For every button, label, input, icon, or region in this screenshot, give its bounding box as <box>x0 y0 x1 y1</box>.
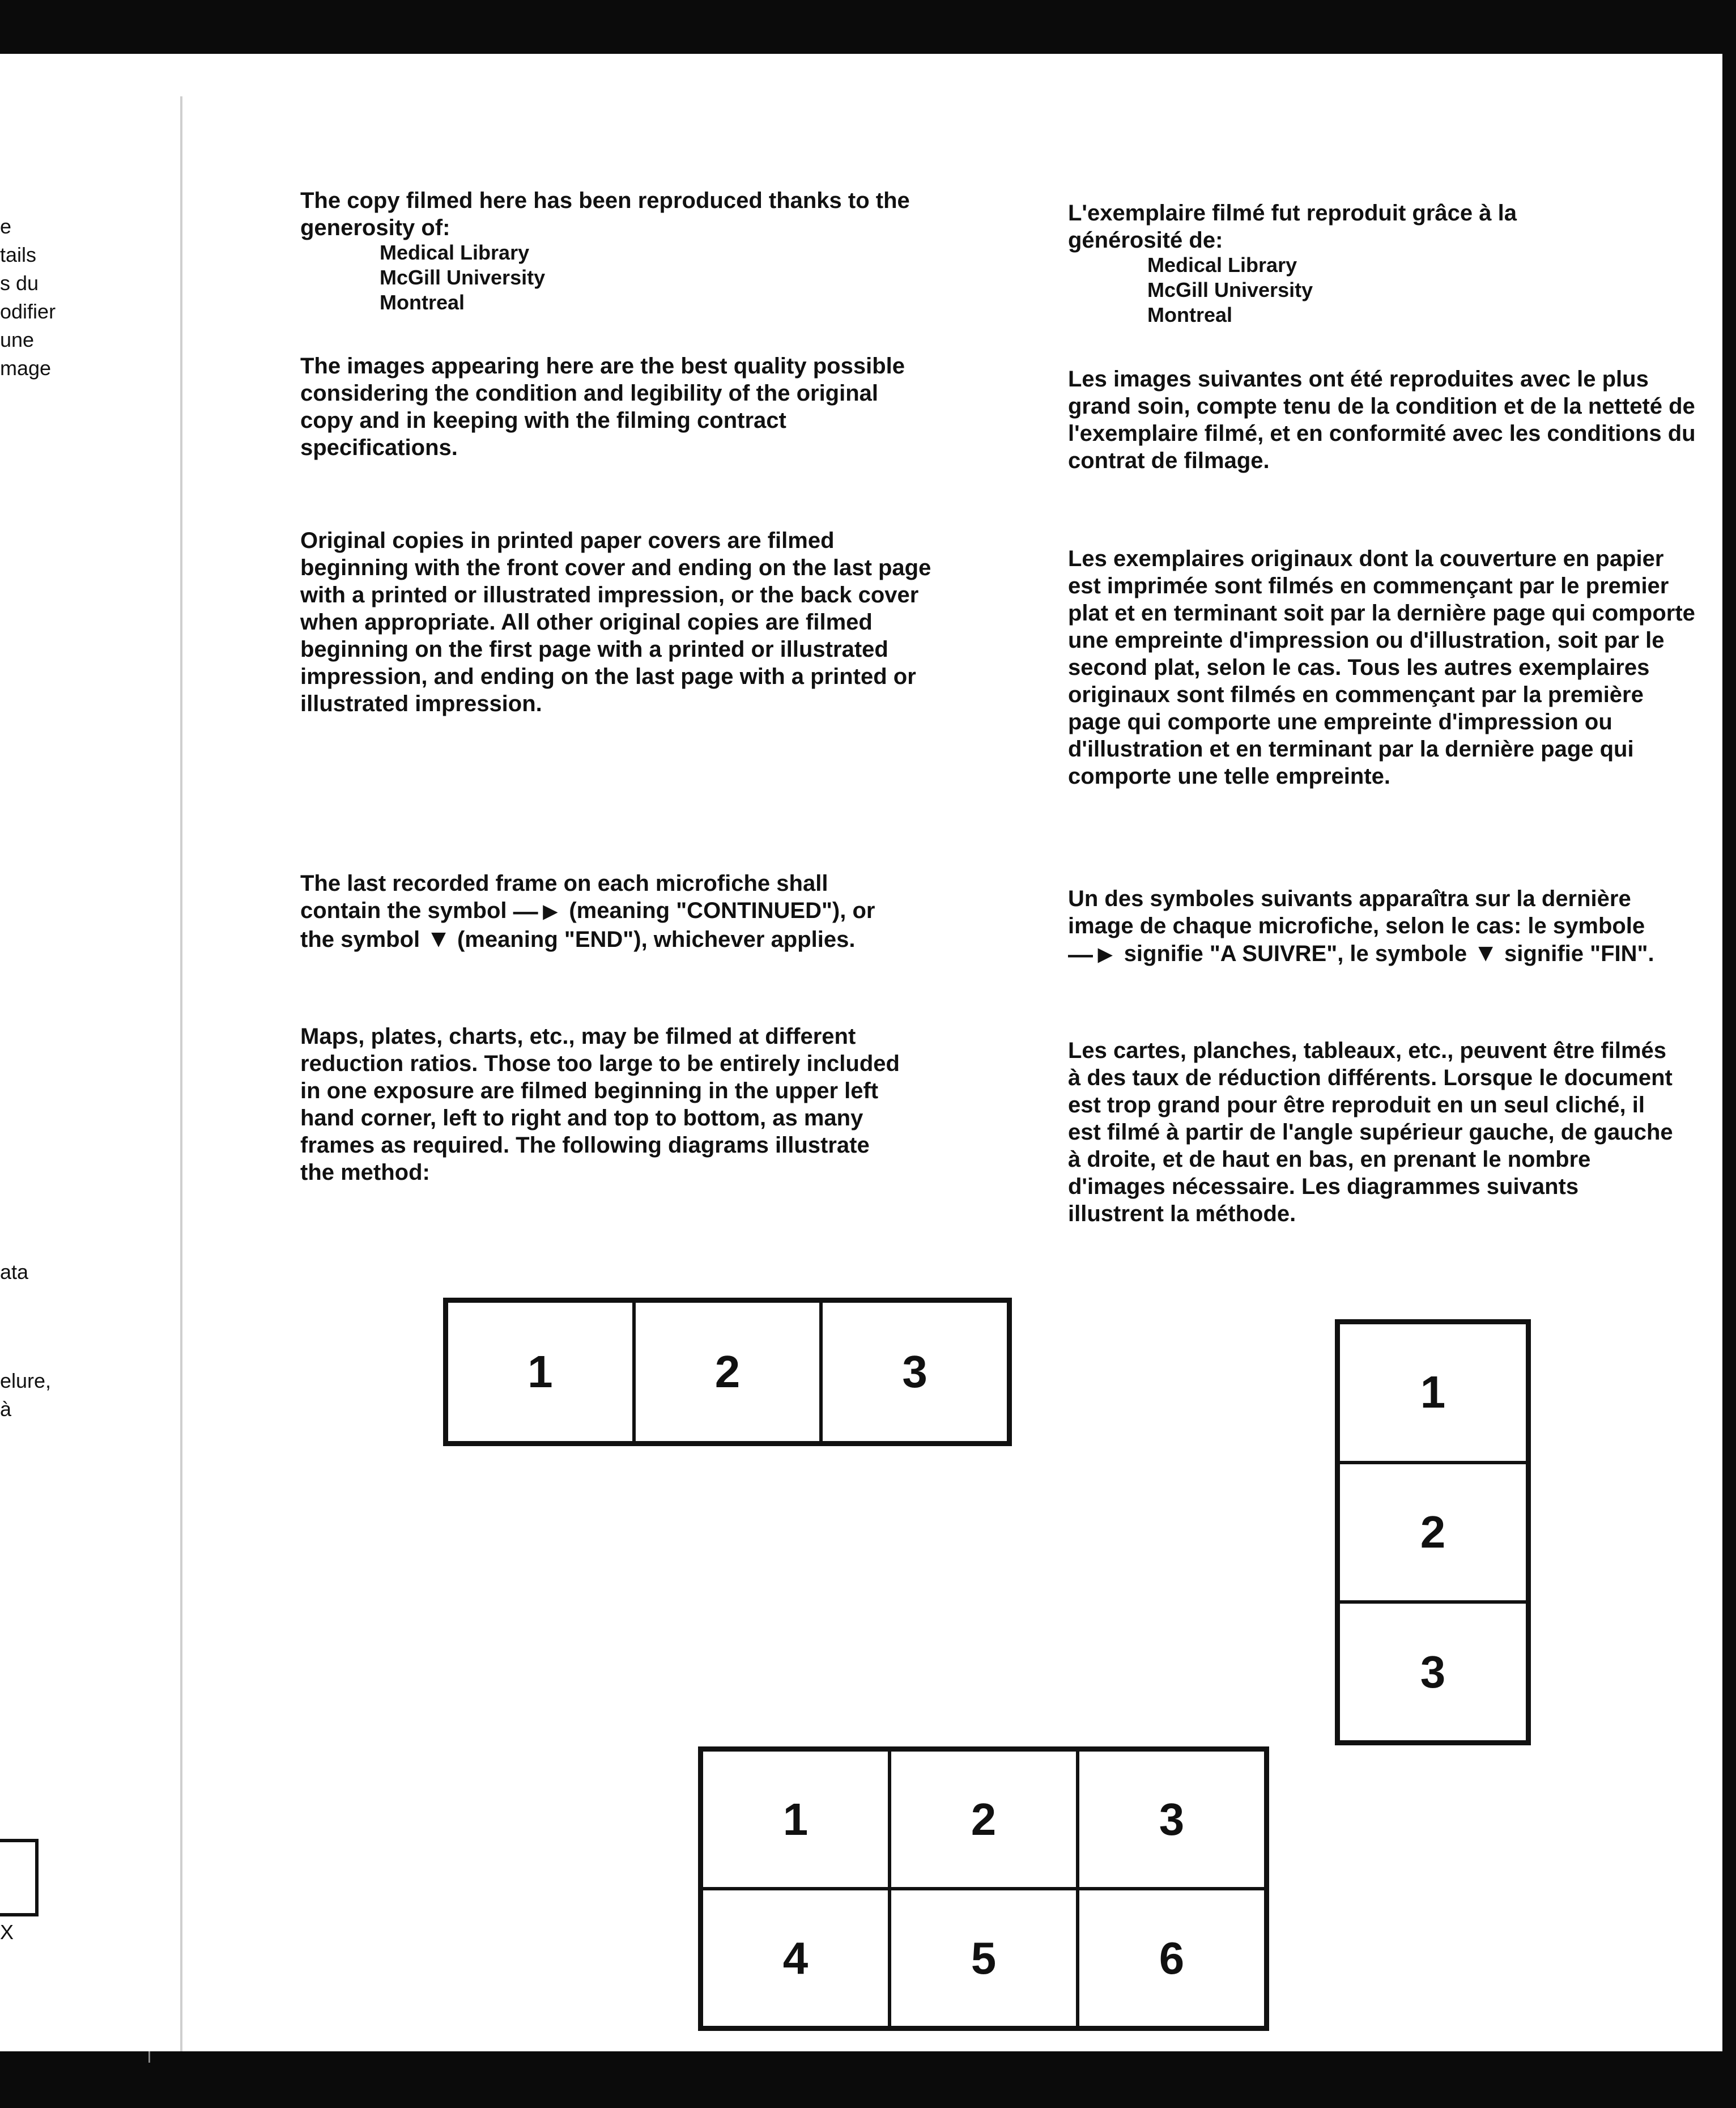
left-fragment: e <box>0 215 12 238</box>
diagram-horizontal <box>443 1298 1012 1446</box>
left-edge-box <box>0 1839 39 1916</box>
fr-original-copies: Les exemplaires originaux dont la couverture en papier est imprimée sont filmés en commençant par le premier plat et en terminant soit par la dernière page qui comporte une empreinte d'impression ou d'illustration, soit par le second plat, selon le cas. Tous les autres exemplaires originaux sont filmés en commençant par la première page qui comporte une empreinte d'impression ou d'illustration et en terminant par la dernière page qui comporte une telle empreinte. <box>1068 546 1695 789</box>
fr-address <box>1068 253 1736 328</box>
diagram-cell: 6 <box>1078 1889 1266 2028</box>
fr-symbols: Un des symboles suivants apparaîtra sur la dernière image de chaque microfiche, selon le cas: le symbole —► signifie "A SUIVRE", le symbole ▼ signifie "FIN". <box>1068 886 1654 969</box>
en-last-frame: The last recorded frame on each microfiche shall contain the symbol —► (meaning "CONTINUED"), or the symbol ▼ (meaning "END"), whichever applies. <box>300 871 875 953</box>
left-edge-fragment-x: X <box>0 1920 14 1944</box>
en-address-line: Medical Library <box>380 241 530 264</box>
arrow-symbol-icon: —► <box>1068 941 1118 969</box>
diagram-cell: 2 <box>890 1750 1078 1889</box>
en-original-copies: Original copies in printed paper covers are filmed beginning with the front cover and ending on the last page with a printed or illustrated impression, or the back cover when appropriate. All other original copies are filmed beginning on the first page with a printed or illustrated impression, and ending on the last page with a printed or illustrated impression. <box>300 528 931 716</box>
en-address <box>300 240 1048 315</box>
en-maps-plates: Maps, plates, charts, etc., may be filmed at different reduction ratios. Those too large to be entirely included in one exposure are filmed beginning in the upper left hand corner, left to right and top to bottom, as many frames as required. The following diagrams illustrate the method: <box>300 1024 900 1185</box>
diagram-cell: 5 <box>890 1889 1078 2028</box>
en-images-quality: The images appearing here are the best quality possible considering the condition and legibility of the original copy and in keeping with the filming contract specifications. <box>300 354 905 460</box>
fr-thanks-intro: L'exemplaire filmé fut reproduit grâce à la générosité de: <box>1068 201 1517 253</box>
left-fragment: une <box>0 328 35 351</box>
diagram-cell: 3 <box>1078 1750 1266 1889</box>
left-fragment: s du <box>0 271 39 295</box>
left-edge-fragments-top <box>0 212 56 382</box>
page-fold-line <box>180 96 182 2051</box>
scan-border-bottom <box>0 2051 1736 2108</box>
diagram-cell: 4 <box>701 1889 890 2028</box>
diagram-cell: 1 <box>701 1750 890 1889</box>
fr-images-quality: Les images suivantes ont été reproduites avec le plus grand soin, compte tenu de la condition et de la netteté de l'exemplaire filmé, et en conformité avec les conditions du contrat de filmage. <box>1068 367 1696 473</box>
left-fragment: tails <box>0 243 37 266</box>
diagram-cell: 2 <box>634 1301 822 1443</box>
edge-mark <box>148 2051 150 2063</box>
left-fragment: mage <box>0 356 52 380</box>
left-fragment: odifier <box>0 300 56 323</box>
triangle-symbol-icon: ▼ <box>426 925 451 953</box>
diagram-cell: 3 <box>1338 1602 1527 1742</box>
en-address-line: Montreal <box>380 291 465 314</box>
fr-maps-plates: Les cartes, planches, tableaux, etc., peuvent être filmés à des taux de réduction différents. Lorsque le document est trop grand pour être reproduit en un seul cliché, il est filmé à partir de l'angle supérieur gauche, de gauche à droite, et de haut en bas, en prenant le nombre d'images nécessaire. Les diagrammes suivants illustrent la méthode. <box>1068 1038 1673 1226</box>
diagram-cell: 2 <box>1338 1463 1527 1603</box>
french-column <box>1068 0 1708 1275</box>
diagram-grid <box>698 1746 1269 2031</box>
left-edge-fragment-ata: ata <box>0 1260 29 1284</box>
diagram-cell: 3 <box>821 1301 1009 1443</box>
english-column <box>300 0 969 1247</box>
diagram-cell: 1 <box>446 1301 634 1443</box>
fr-address-line: Medical Library <box>1147 253 1297 277</box>
fr-address-line: Montreal <box>1147 303 1233 326</box>
arrow-symbol-icon: —► <box>513 898 563 926</box>
diagram-cell: 1 <box>1338 1323 1527 1463</box>
left-edge-fragments-mid: elure, à <box>0 1369 52 1421</box>
en-thanks-intro: The copy filmed here has been reproduced thanks to the generosity of: <box>300 188 910 240</box>
diagram-vertical <box>1335 1319 1531 1745</box>
triangle-symbol-icon: ▼ <box>1473 939 1498 967</box>
fr-address-line: McGill University <box>1147 278 1313 301</box>
en-address-line: McGill University <box>380 266 546 289</box>
